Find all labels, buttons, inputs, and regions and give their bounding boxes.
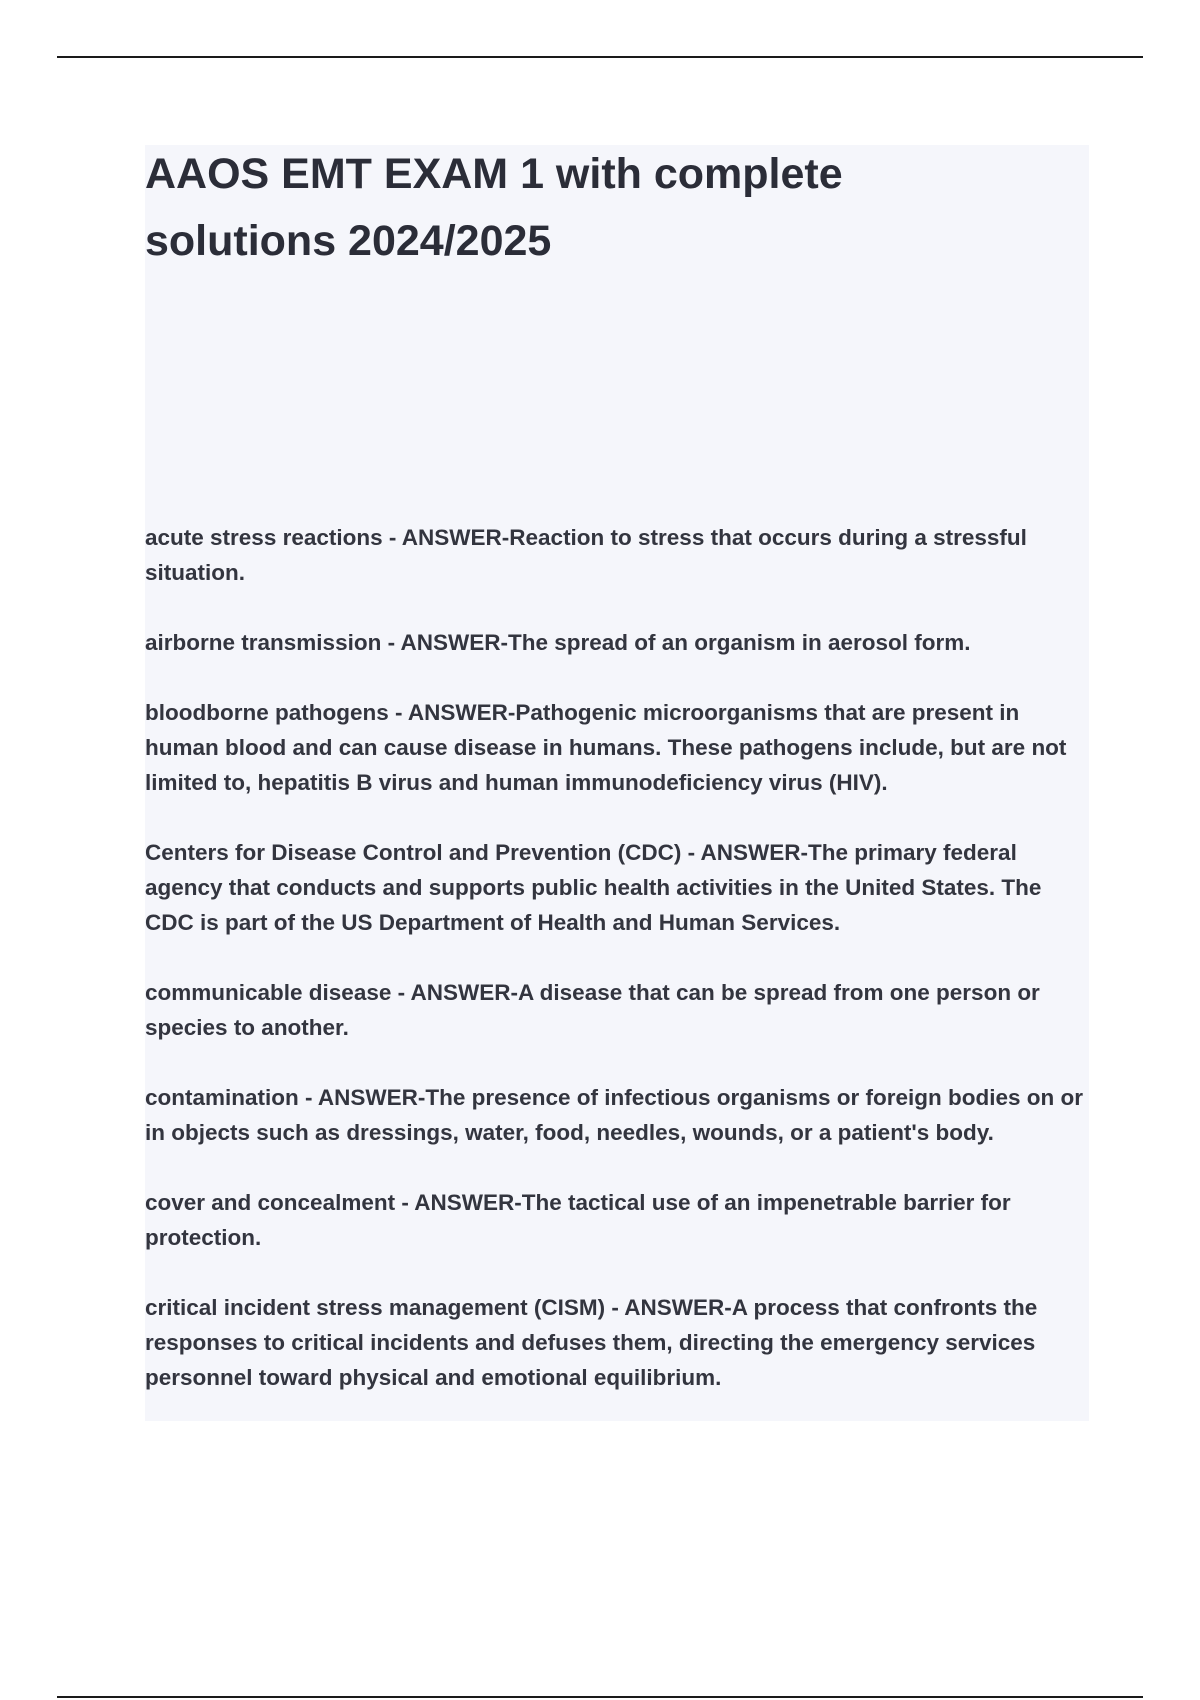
- definition-entry-bloodborne-pathogens: bloodborne pathogens - ANSWER-Pathogenic microorganisms that are present in human blood and can cause disease in humans. These pathogens include, but are not limited to, hepatitis B virus and human immunodeficiency virus (HIV).: [145, 700, 1067, 795]
- definition-list: [145, 520, 1089, 1430]
- definition-entry-contamination: contamination - ANSWER-The presence of infectious organisms or foreign bodies on or in objects such as dressings, water, food, needles, wounds, or a patient's body.: [145, 1085, 1084, 1145]
- bottom-divider: [57, 1696, 1143, 1698]
- definition-entry-communicable-disease: communicable disease - ANSWER-A disease that can be spread from one person or species to another.: [145, 980, 1040, 1040]
- definition-entry-acute-stress-reactions: acute stress reactions - ANSWER-Reaction to stress that occurs during a stressful situation.: [145, 525, 1027, 585]
- definition-entry-airborne-transmission: airborne transmission - ANSWER-The spread of an organism in aerosol form.: [145, 630, 971, 655]
- definition-entry-cdc: Centers for Disease Control and Prevention (CDC) - ANSWER-The primary federal agency that conducts and supports public health activities in the United States. The CDC is part of the US Department of Health and Human Services.: [145, 840, 1042, 935]
- definition-entry-cism: critical incident stress management (CISM) - ANSWER-A process that confronts the responses to critical incidents and defuses them, directing the emergency services personnel toward physical and emotional equilibrium.: [145, 1295, 1038, 1390]
- definition-entry-cover-and-concealment: cover and concealment - ANSWER-The tactical use of an impenetrable barrier for protection.: [145, 1190, 1011, 1250]
- top-divider: [57, 56, 1143, 58]
- document-title: AAOS EMT EXAM 1 with complete solutions 2024/2025: [145, 150, 843, 265]
